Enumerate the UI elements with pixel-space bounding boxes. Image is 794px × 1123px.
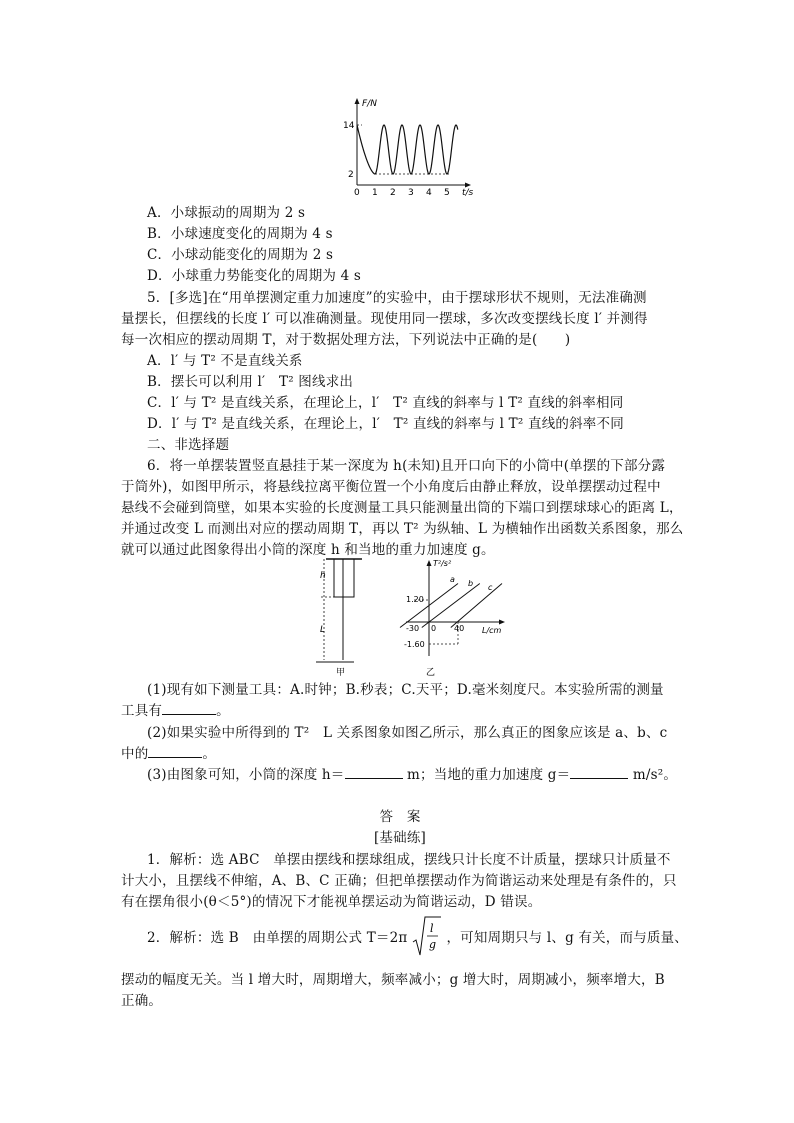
caption-jia: 甲 xyxy=(336,668,346,678)
section-heading: 二、非选择题 xyxy=(147,437,230,453)
a2-line-3: 正确。 xyxy=(121,993,163,1009)
a1-line-2: 计大小，且摆线不伸缩，A、B、C 正确；但把单摆摆动作为简谐运动来处理是有条件的，只 xyxy=(121,873,677,889)
answer-title: 答 案 xyxy=(379,809,421,825)
y-tick-2: 2 xyxy=(348,170,354,180)
q6-line-1: 6．将一单摆装置竖直悬挂于某一深度为 h(未知)且开口向下的小筒中(单摆的下部分露 xyxy=(147,458,666,474)
x-tick-2: 2 xyxy=(390,188,396,198)
answer-blank-gravity[interactable] xyxy=(570,766,628,779)
label-b: b xyxy=(468,579,474,588)
x-axis-arrow xyxy=(465,183,471,188)
frac-denominator: g xyxy=(428,937,437,951)
y-axis-label: F/N xyxy=(362,99,377,109)
q5-line-1: 5．[多选]在“用单摆测定重力加速度”的实验中，由于摆球形状不规则，无法准确测 xyxy=(147,290,647,306)
y-axis-arrow xyxy=(427,560,432,566)
q6-sub1-line-2: 工具有 。 xyxy=(121,703,230,719)
force-curve xyxy=(357,125,458,174)
label-h: h xyxy=(320,571,326,581)
q6-line-2: 于筒外)，如图甲所示，将悬线拉离平衡位置一个小角度后由静止释放，设单摆摆动过程中 xyxy=(121,479,661,495)
figure-jia-pendulum-tube xyxy=(312,556,372,678)
y-axis-arrow xyxy=(355,98,360,104)
frac-numerator: l xyxy=(429,921,434,935)
tube xyxy=(334,559,354,597)
q4-option-a: A．小球振动的周期为 2 s xyxy=(147,205,306,221)
x-tick-4: 4 xyxy=(426,188,432,198)
y-tick-14: 14 xyxy=(343,121,355,131)
y-tick-neg160: -1.60 xyxy=(404,640,425,649)
sqrt-fraction xyxy=(412,921,442,951)
a1-line-3: 有在摆角很小(θ＜5°)的情况下才能视单摆运动为简谐运动，D 错误。 xyxy=(121,894,542,910)
answer-subtitle: [基础练] xyxy=(373,830,427,846)
x-axis-arrow xyxy=(499,620,505,625)
x-tick-5: 5 xyxy=(444,188,450,198)
answer-blank-1[interactable] xyxy=(162,702,216,715)
x-axis-label: t/s xyxy=(462,188,474,198)
q4-option-d: D．小球重力势能变化的周期为 4 s xyxy=(147,268,362,284)
a1-line-1: 1．解析：选 ABC 单摆由摆线和摆球组成，摆线只计长度不计质量，摆球只计质量不 xyxy=(147,852,671,868)
x-axis-label: L/cm xyxy=(482,626,502,635)
line-b xyxy=(422,584,480,628)
answer-blank-depth[interactable] xyxy=(345,766,403,779)
label-a: a xyxy=(450,575,455,584)
x-tick-40: 40 xyxy=(454,624,465,633)
q6-sub3-line: (3)由图象可知，小筒的深度 h＝ m；当地的重力加速度 g＝ m/s²。 xyxy=(147,767,678,783)
label-L: L xyxy=(320,625,326,635)
figure-yi-t2-l-graph xyxy=(384,556,514,678)
x-tick-neg30: -30 xyxy=(406,624,420,633)
q6-line-5: 就可以通过此图象得出小筒的深度 h 和当地的重力加速度 g。 xyxy=(121,542,495,558)
caption-yi: 乙 xyxy=(426,668,436,678)
q6-line-4: 并通过改变 L 而测出对应的摆动周期 T，再以 T² 为纵轴、L 为横轴作出函数关系图象，那么 xyxy=(121,521,684,537)
q4-option-b: B．小球速度变化的周期为 4 s xyxy=(147,226,333,242)
x-tick-3: 3 xyxy=(408,188,414,198)
q6-sub2-line-2: 中的 。 xyxy=(121,746,217,762)
label-c: c xyxy=(488,583,493,592)
q5-option-c: C．l′ 与 T² 是直线关系，在理论上，l′ T² 直线的斜率与 l T² 直线的斜率相同 xyxy=(147,395,624,411)
q5-line-3: 每一次相应的摆动周期 T，对于数据处理方法，下列说法中正确的是( ) xyxy=(121,332,571,348)
q5-option-a: A．l′ 与 T² 不是直线关系 xyxy=(147,353,303,369)
answer-blank-2[interactable] xyxy=(148,745,202,758)
q5-option-d: D．l′ 与 T² 是直线关系，在理论上，l′ T² 直线的斜率与 l T² 直线的斜率不同 xyxy=(147,416,624,432)
sqrt-sign xyxy=(412,914,442,958)
x-tick-0: 0 xyxy=(354,188,360,198)
q6-line-3: 悬线不会碰到筒壁，如果本实验的长度测量工具只能测量出筒的下端口到摆球球心的距离 L， xyxy=(121,500,683,516)
a2-line-2: 摆动的幅度无关。当 l 增大时，周期增大，频率减小；g 增大时，周期减小，频率增大，B xyxy=(121,972,665,988)
q6-sub1-line-1: (1)现有如下测量工具：A.时钟；B.秒表；C.天平；D.毫米刻度尺。本实验所需的测量 xyxy=(147,682,664,698)
q5-option-b: B．摆长可以利用 l′ T² 图线求出 xyxy=(147,374,354,390)
x-tick-0: 0 xyxy=(431,624,437,633)
y-axis-label: T²/s² xyxy=(433,559,452,568)
force-time-graph xyxy=(340,93,480,198)
line-c xyxy=(451,584,502,628)
q4-option-c: C．小球动能变化的周期为 2 s xyxy=(147,247,334,263)
y-tick-120: 1.20 xyxy=(406,595,424,604)
x-tick-1: 1 xyxy=(372,188,378,198)
a2-line-1: 2．解析：选 B 由单摆的周期公式 T＝2π l g ，可知周期只与 l、g 有关，而与质量、 xyxy=(147,929,688,948)
q6-sub2-line-1: (2)如果实验中所得到的 T² L 关系图象如图乙所示，那么真正的图象应该是 a、b、c xyxy=(147,725,668,741)
q5-line-2: 量摆长，但摆线的长度 l′ 可以准确测量。现使用同一摆球，多次改变摆线长度 l′ 并测得 xyxy=(121,311,648,327)
